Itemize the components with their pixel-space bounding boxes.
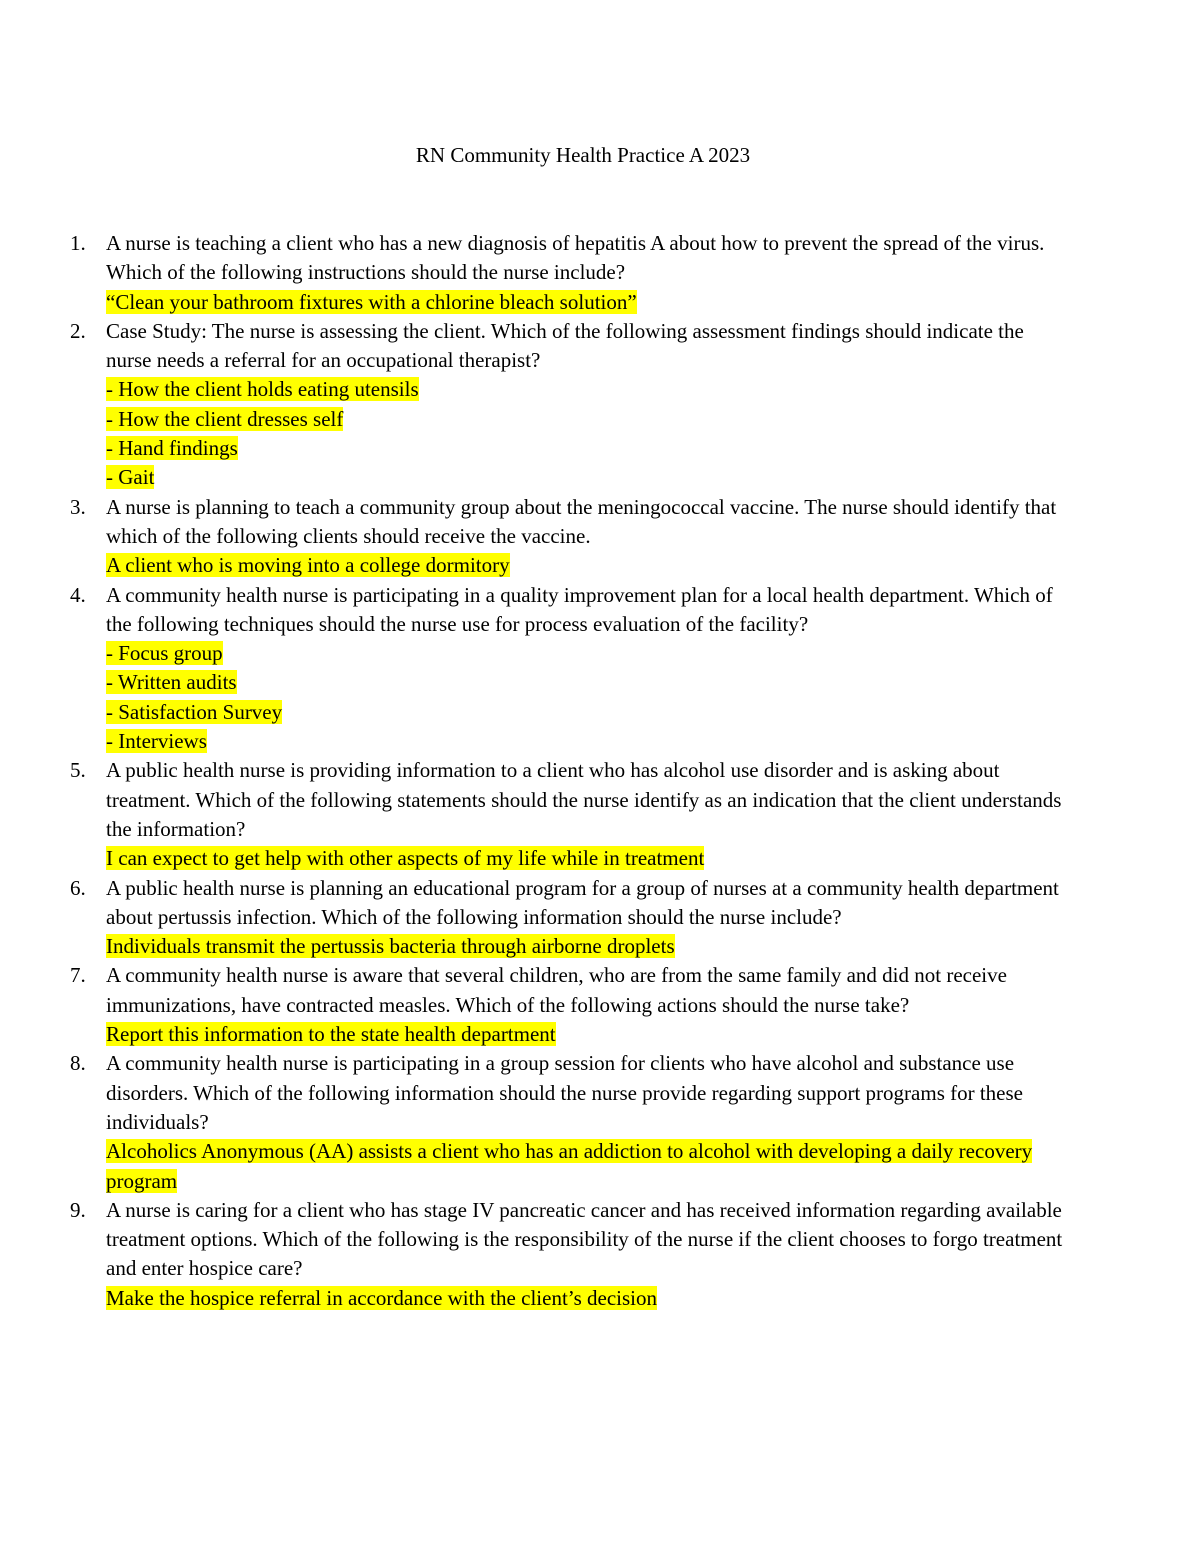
- question-text: A community health nurse is aware that several children, who are from the same family and did not receive immunizations, have contracted measles. Which of the following actions should the nurse take?: [106, 963, 1007, 1017]
- question-number: 5.: [70, 758, 86, 783]
- answer-highlight: - Written audits: [106, 670, 237, 695]
- question-item: [0, 581, 1066, 757]
- answer-highlight: - How the client dresses self: [106, 406, 344, 431]
- answer-highlight: - Interviews: [106, 729, 207, 754]
- answer-highlight: A client who is moving into a college dormitory: [106, 553, 510, 578]
- question-number: 6.: [70, 875, 86, 900]
- answer-highlight: Make the hospice referral in accordance with the client’s decision: [106, 1285, 658, 1310]
- answer-highlight: Individuals transmit the pertussis bacteria through airborne droplets: [106, 934, 675, 959]
- question-number: 3.: [70, 494, 86, 519]
- question-text: A public health nurse is providing information to a client who has alcohol use disorder and is asking about treatment. Which of the following statements should the nurse identify as an indication that the client understands the information?: [106, 758, 1062, 841]
- question-item: [0, 961, 1066, 1049]
- answer-highlight: - Focus group: [106, 641, 223, 666]
- question-item: [0, 1049, 1066, 1195]
- answer-highlight: “Clean your bathroom fixtures with a chlorine bleach solution”: [106, 289, 637, 314]
- question-text: Case Study: The nurse is assessing the client. Which of the following assessment findings should indicate the nurse needs a referral for an occupational therapist?: [106, 318, 1024, 373]
- question-text: A nurse is caring for a client who has stage IV pancreatic cancer and has received information regarding available treatment options. Which of the following is the responsibility of the nurse if the client chooses to forgo treatment and enter hospice care?: [106, 1197, 1063, 1281]
- document-title: RN Community Health Practice A 2023: [415, 143, 751, 167]
- answer-highlight: - How the client holds eating utensils: [106, 377, 419, 402]
- question-item: [0, 229, 1066, 317]
- answer-highlight: - Satisfaction Survey: [106, 699, 283, 724]
- question-number: 8.: [70, 1051, 86, 1076]
- question-text: A nurse is teaching a client who has a new diagnosis of hepatitis A about how to prevent the spread of the virus. Which of the following instructions should the nurse include?: [106, 231, 1045, 285]
- question-text: A nurse is planning to teach a community group about the meningococcal vaccine. The nurse should identify that which of the following clients should receive the vaccine.: [106, 494, 1057, 548]
- question-item: [0, 874, 1066, 962]
- question-number: 4.: [70, 582, 86, 607]
- answer-highlight: - Hand findings: [106, 436, 238, 461]
- question-text: A community health nurse is participating in a quality improvement plan for a local health department. Which of the following techniques should the nurse use for process evaluation of the facility?: [106, 582, 1053, 636]
- question-item: [0, 493, 1066, 581]
- question-number: 1.: [70, 231, 86, 255]
- question-item: [0, 317, 1066, 493]
- question-text: A community health nurse is participating in a group session for clients who have alcohol and substance use disorders. Which of the following information should the nurse provide regarding support programs for these individuals?: [106, 1051, 1023, 1134]
- question-number: 7.: [70, 963, 86, 988]
- answer-highlight: Report this information to the state health department: [106, 1022, 556, 1047]
- answer-highlight: - Gait: [106, 465, 155, 490]
- question-list: [0, 229, 1200, 1313]
- answer-highlight: Alcoholics Anonymous (AA) assists a client who has an addiction to alcohol with developing a daily recovery program: [106, 1139, 1033, 1193]
- question-text: A public health nurse is planning an educational program for a group of nurses at a community health department about pertussis infection. Which of the following information should the nurse include?: [106, 875, 1059, 929]
- answer-highlight: I can expect to get help with other aspects of my life while in treatment: [106, 846, 705, 871]
- question-number: 2.: [70, 318, 86, 343]
- question-number: 9.: [70, 1197, 86, 1222]
- question-item: [0, 756, 1066, 873]
- question-item: [0, 1196, 1066, 1313]
